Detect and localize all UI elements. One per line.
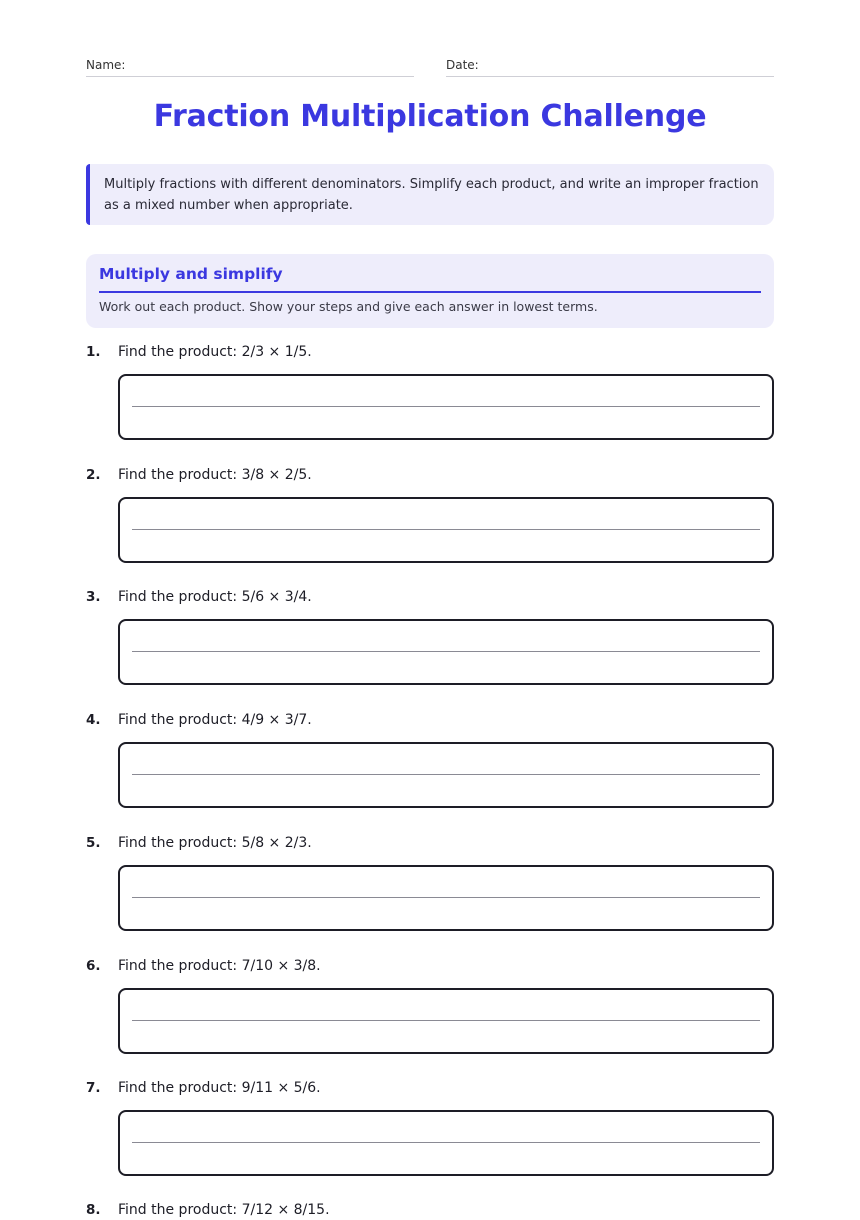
answer-line [132, 897, 760, 898]
question-number: 8. [86, 1202, 101, 1218]
answer-box[interactable] [118, 1110, 774, 1176]
answer-line [132, 1020, 760, 1021]
student-info-row [86, 54, 774, 76]
question-text: Find the product: 3/8 × 2/5. [118, 467, 312, 483]
section-header [86, 254, 774, 328]
answer-box[interactable] [118, 988, 774, 1054]
name-label: Name: [86, 58, 126, 72]
question-text: Find the product: 4/9 × 3/7. [118, 712, 312, 728]
page-title: Fraction Multiplication Challenge [153, 99, 707, 134]
date-field[interactable] [446, 54, 774, 77]
question-text: Find the product: 9/11 × 5/6. [118, 1080, 321, 1096]
answer-line [132, 406, 760, 407]
answer-line [132, 529, 760, 530]
section-description: Work out each product. Show your steps and give each answer in lowest terms. [99, 299, 598, 314]
answer-line [132, 1142, 760, 1143]
question-text: Find the product: 5/8 × 2/3. [118, 835, 312, 851]
answer-box[interactable] [118, 374, 774, 440]
question-number: 7. [86, 1080, 101, 1096]
question-number: 3. [86, 589, 101, 605]
question-number: 1. [86, 344, 101, 360]
answer-line [132, 774, 760, 775]
question-text: Find the product: 5/6 × 3/4. [118, 589, 312, 605]
question-text: Find the product: 7/12 × 8/15. [118, 1202, 330, 1218]
answer-box[interactable] [118, 742, 774, 808]
name-field[interactable] [86, 54, 414, 77]
answer-box[interactable] [118, 619, 774, 685]
question-text: Find the product: 7/10 × 3/8. [118, 958, 321, 974]
question-number: 2. [86, 467, 101, 483]
answer-line [132, 651, 760, 652]
date-label: Date: [446, 58, 479, 72]
instructions-callout: Multiply fractions with different denominators. Simplify each product, and write an improper fraction as a mixed number when appropriate. [86, 164, 774, 225]
question-text: Find the product: 2/3 × 1/5. [118, 344, 312, 360]
section-title: Multiply and simplify [99, 263, 761, 293]
question-number: 4. [86, 712, 101, 728]
question-number: 6. [86, 958, 101, 974]
answer-box[interactable] [118, 497, 774, 563]
answer-box[interactable] [118, 865, 774, 931]
question-number: 5. [86, 835, 101, 851]
